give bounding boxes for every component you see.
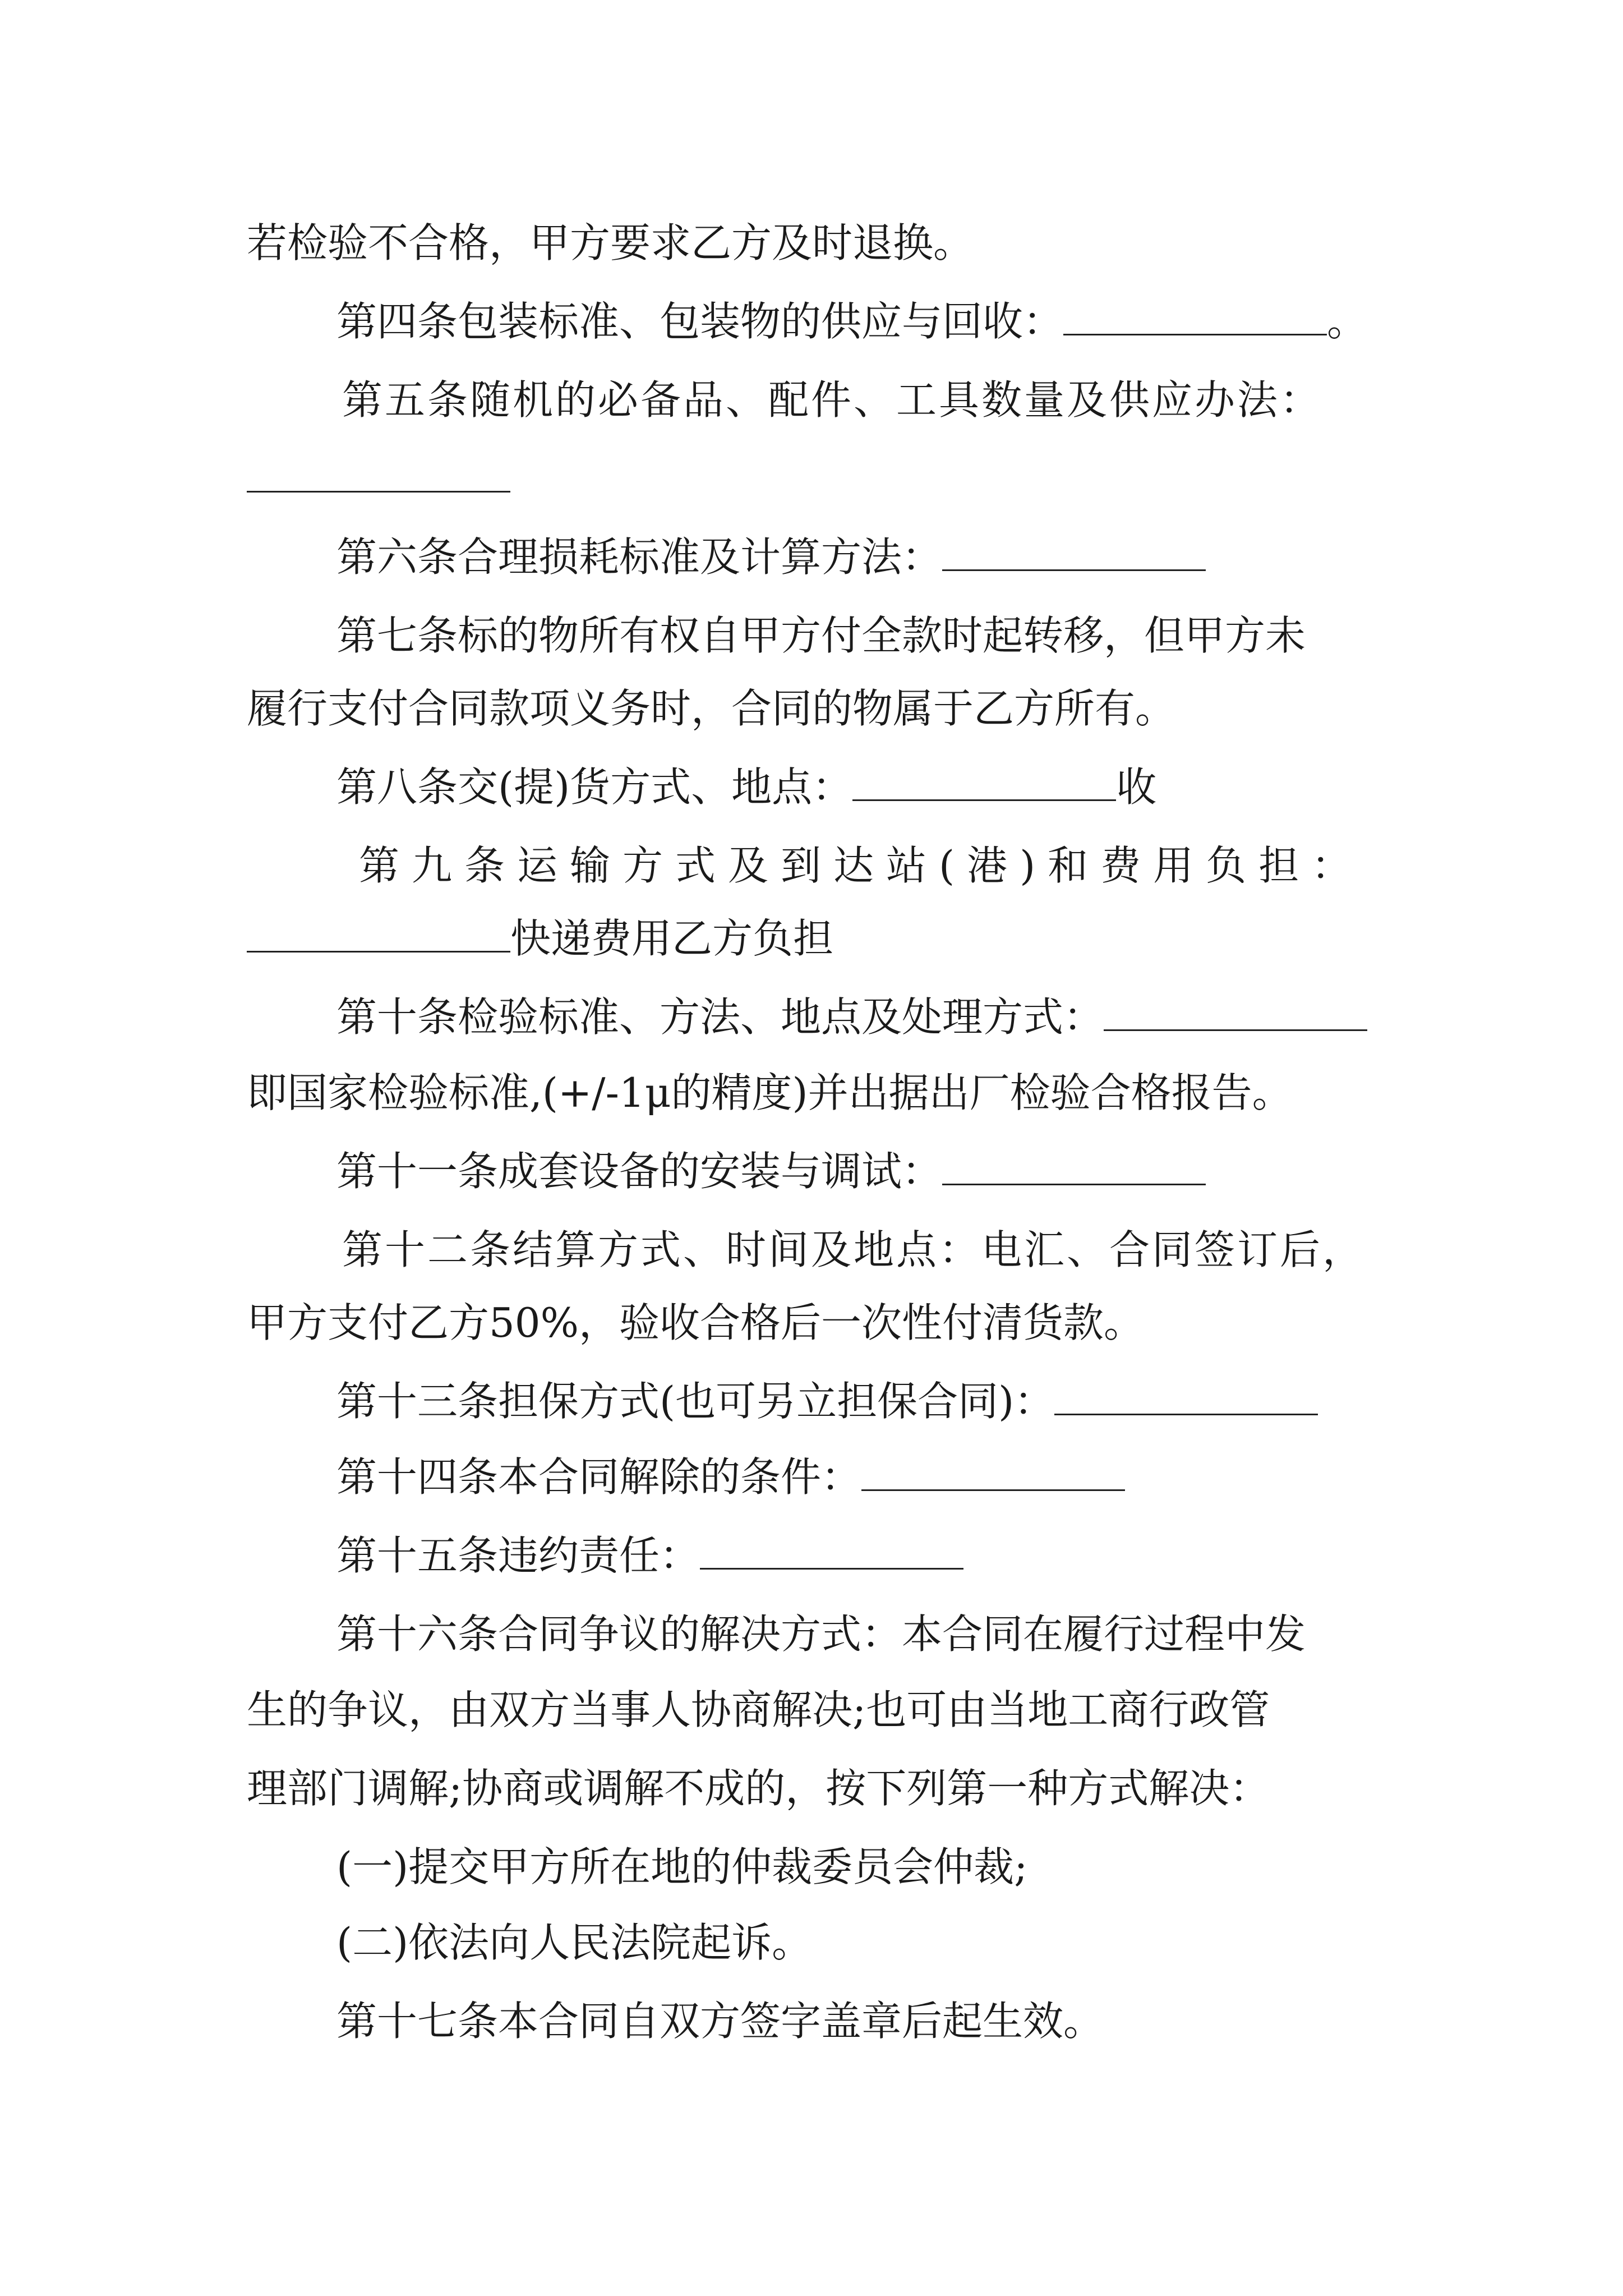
fill-in-blank [247, 458, 510, 493]
text-line [247, 1296, 1144, 1350]
clause-text: 第十五条违约责任： [336, 1532, 700, 1579]
clause-16 [336, 1607, 1306, 1661]
clause-4 [336, 295, 1367, 348]
clause-text: 第十四条本合同解除的条件： [336, 1453, 862, 1501]
clause-8 [336, 760, 1156, 814]
fill-in-blank [700, 1535, 963, 1570]
clause-text: 履行支付合同款项义务时，合同的物属于乙方所有。 [247, 685, 1176, 732]
fill-in-blank [1104, 997, 1367, 1031]
clause-text: 第十条检验标准、方法、地点及处理方式： [336, 993, 1104, 1041]
fill-in-blank [942, 537, 1206, 571]
clause-17 [336, 1994, 1104, 2048]
fill-in-blank [1063, 301, 1327, 335]
clause-text: 第六条合理损耗标准及计算方法： [336, 533, 943, 581]
clause-text: 第八条交(提)货方式、地点： [336, 763, 853, 811]
text-line [247, 1683, 1270, 1737]
clause-text: 第九条运输方式及到达站(港)和费用负担： [359, 842, 1364, 889]
clause-text: 第十一条成套设备的安装与调试： [336, 1148, 943, 1195]
clause-10 [336, 990, 1367, 1044]
clause-6 [336, 530, 1206, 584]
fill-in-blank [861, 1457, 1125, 1491]
clause-14 [336, 1450, 1125, 1504]
clause-text: 理部门调解;协商或调解不成的，按下列第一种方式解决： [247, 1765, 1270, 1812]
clause-text: 若检验不合格，甲方要求乙方及时退换。 [247, 219, 974, 266]
option-1 [336, 1840, 1027, 1894]
text-line [247, 1066, 1293, 1120]
clause-text: 。 [1327, 298, 1368, 345]
text-line [247, 216, 974, 270]
clause-text: (一)提交甲方所在地的仲裁委员会仲裁; [336, 1843, 1028, 1890]
fill-in-blank [247, 918, 510, 953]
clause-7 [336, 609, 1306, 662]
clause-text: (二)依法向人民法院起诉。 [336, 1919, 813, 1966]
clause-text: 快递费用乙方负担 [510, 915, 834, 962]
clause-text: 第十七条本合同自双方签字盖章后起生效。 [336, 1998, 1104, 2045]
clause-text: 生的争议，由双方当事人协商解决;也可由当地工商行政管 [247, 1686, 1270, 1733]
clause-12 [342, 1223, 1365, 1277]
clause-9-continued [247, 912, 833, 965]
text-line [247, 682, 1175, 735]
clause-5-blank [247, 452, 510, 505]
clause-text: 第四条包装标准、包装物的供应与回收： [336, 298, 1064, 345]
clause-text: 第七条标的物所有权自甲方付全款时起转移，但甲方未 [336, 612, 1306, 659]
fill-in-blank [942, 1151, 1206, 1185]
text-line [247, 1761, 1270, 1815]
clause-9 [359, 839, 1364, 892]
clause-text: 收 [1116, 763, 1157, 811]
clause-15 [336, 1529, 963, 1582]
clause-text: 第十三条担保方式(也可另立担保合同)： [336, 1378, 1055, 1425]
fill-in-blank [852, 767, 1116, 801]
clause-13 [336, 1374, 1318, 1428]
fill-in-blank [1054, 1381, 1318, 1415]
clause-text: 第十六条合同争议的解决方式：本合同在履行过程中发 [336, 1611, 1306, 1658]
clause-text: 即国家检验标准,(+/-1μ的精度)并出据出厂检验合格报告。 [247, 1069, 1293, 1116]
clause-5 [342, 373, 1322, 427]
clause-11 [336, 1144, 1206, 1198]
clause-text: 甲方支付乙方50%，验收合格后一次性付清货款。 [247, 1299, 1145, 1346]
option-2 [336, 1916, 812, 1970]
clause-text: 第五条随机的必备品、配件、工具数量及供应办法： [342, 376, 1323, 424]
clause-text: 第十二条结算方式、时间及地点：电汇、合同签订后， [342, 1226, 1366, 1273]
